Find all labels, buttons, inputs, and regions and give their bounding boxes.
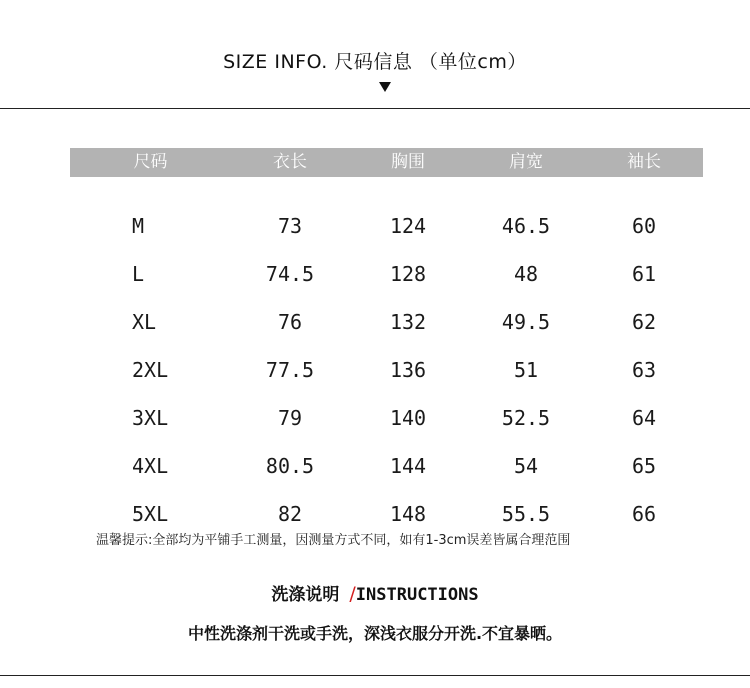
triangle-down-icon [379, 82, 391, 92]
table-cell: 54 [513, 454, 539, 478]
table-cell: 46.5 [501, 214, 551, 238]
table-cell: 60 [631, 214, 657, 238]
table-cell: 74.5 [265, 262, 315, 286]
table-cell: 2XL [132, 358, 169, 382]
table-body [70, 202, 703, 538]
table-cell: 82 [277, 502, 303, 526]
table-cell: 66 [631, 502, 657, 526]
table-row [70, 250, 703, 298]
wash-title: 洗涤说明 [271, 585, 340, 605]
table-cell: 79 [277, 406, 303, 430]
size-table [70, 148, 703, 538]
table-cell: 140 [389, 406, 427, 430]
table-cell: 49.5 [501, 310, 551, 334]
wash-heading [0, 580, 750, 605]
table-cell: 80.5 [265, 454, 315, 478]
table-cell: 62 [631, 310, 657, 334]
measurement-note: 温馨提示:全部均为平铺手工测量，因测量方式不同，如有1-3cm误差皆属合理范围 [96, 533, 571, 548]
wash-instructions: 中性洗涤剂干洗或手洗，深浅衣服分开洗.不宜暴晒。 [187, 624, 563, 643]
table-cell: 132 [389, 310, 427, 334]
table-cell: 48 [513, 262, 539, 286]
table-cell: 64 [631, 406, 657, 430]
table-cell: 77.5 [265, 358, 315, 382]
column-header-length: 衣长 [273, 152, 307, 172]
table-cell: 52.5 [501, 406, 551, 430]
table-cell: 61 [631, 262, 657, 286]
table-cell: XL [132, 310, 157, 334]
page-title: SIZE INFO. 尺码信息 （单位cm） [223, 51, 527, 73]
table-cell: 65 [631, 454, 657, 478]
slash-separator: / [349, 583, 356, 605]
table-cell: 73 [277, 214, 303, 238]
divider-top [0, 108, 750, 109]
table-row [70, 442, 703, 490]
table-row [70, 394, 703, 442]
table-cell: 4XL [132, 454, 169, 478]
instructions-label: INSTRUCTIONS [355, 585, 479, 605]
column-header-shoulder: 肩宽 [509, 152, 543, 172]
table-cell: 3XL [132, 406, 169, 430]
table-cell: 5XL [132, 502, 169, 526]
table-header [70, 148, 703, 177]
table-cell: 55.5 [501, 502, 551, 526]
table-cell: 51 [513, 358, 539, 382]
table-row [70, 298, 703, 346]
column-header-chest: 胸围 [391, 152, 425, 172]
table-row [70, 346, 703, 394]
table-cell: 128 [389, 262, 427, 286]
column-header-size: 尺码 [133, 152, 168, 172]
table-cell: 136 [389, 358, 427, 382]
table-row [70, 202, 703, 250]
table-cell: 63 [631, 358, 657, 382]
divider-bottom [0, 675, 750, 676]
table-cell: L [132, 262, 145, 286]
table-cell: 148 [389, 502, 427, 526]
column-header-sleeve: 袖长 [627, 152, 661, 172]
table-cell: 76 [277, 310, 303, 334]
table-cell: M [132, 214, 145, 238]
table-cell: 144 [389, 454, 427, 478]
table-cell: 124 [389, 214, 427, 238]
